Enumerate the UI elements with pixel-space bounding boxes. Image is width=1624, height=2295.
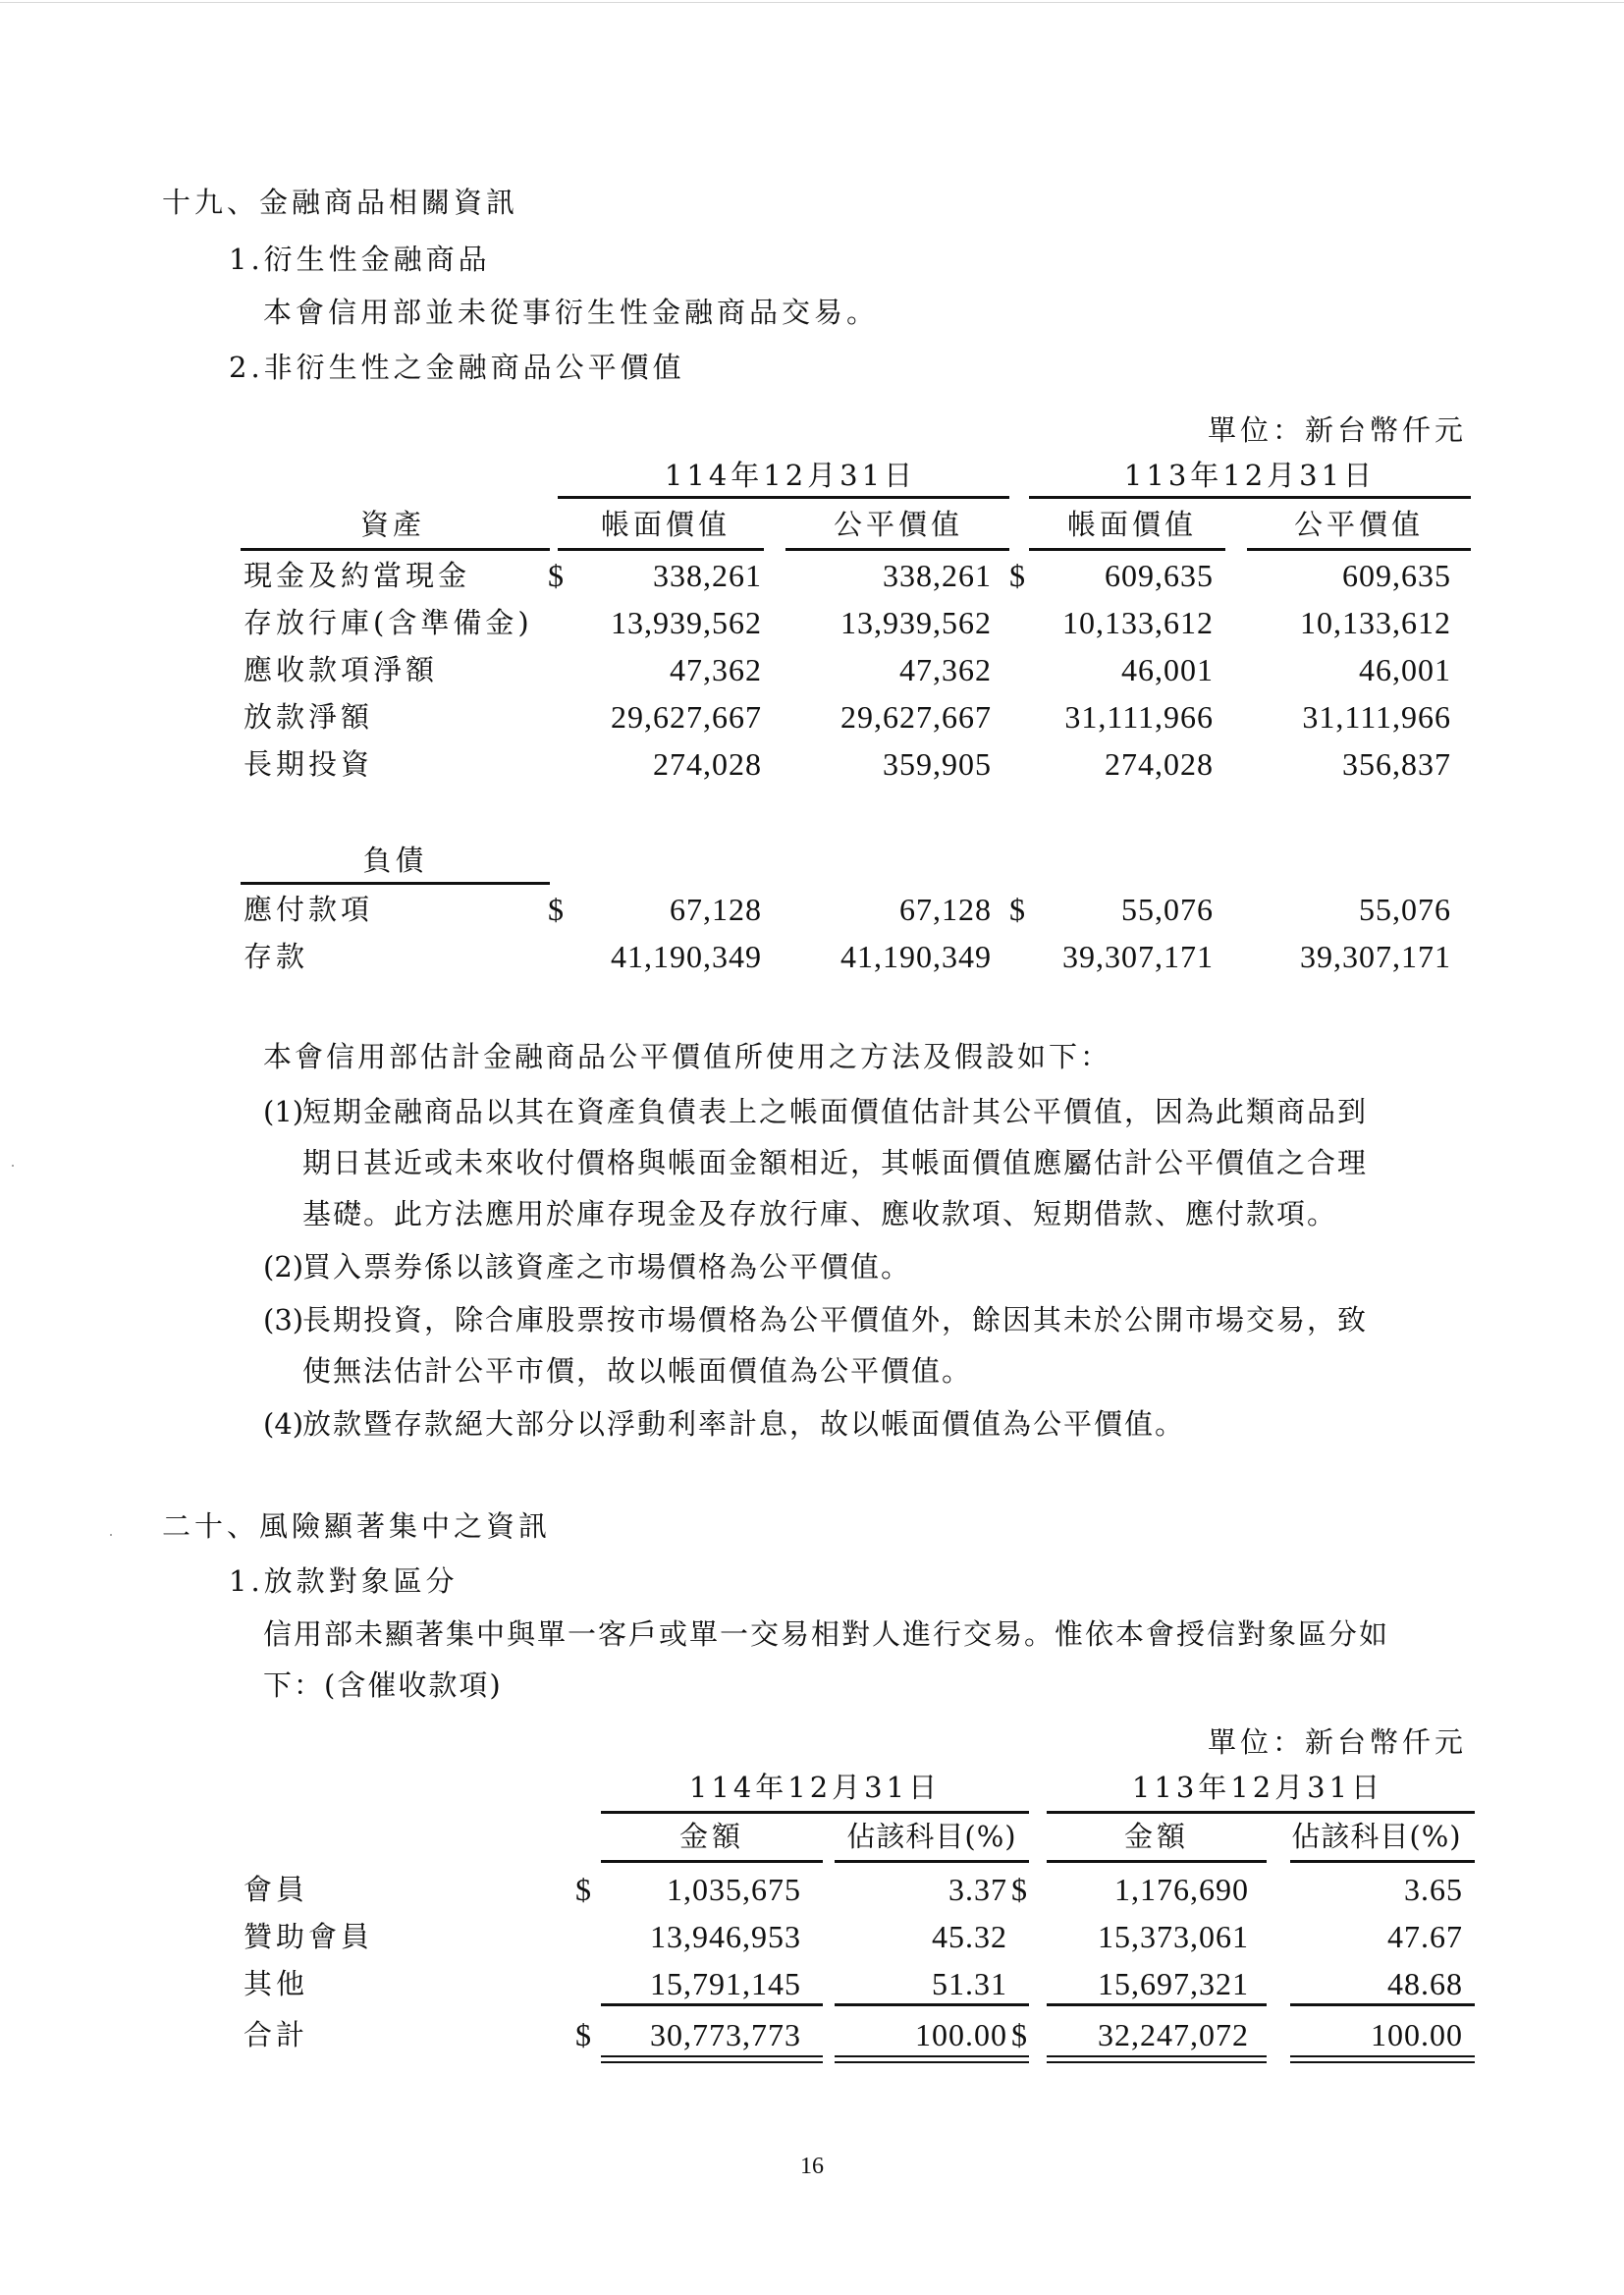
row-label: 存放行庫(含準備金)	[244, 606, 533, 639]
scan-edge	[0, 2, 1624, 3]
double-underline	[1290, 2055, 1475, 2057]
cell-value: 3.37	[948, 1872, 1007, 1907]
header-underline	[785, 548, 1009, 551]
dollar-sign: $	[548, 892, 564, 927]
header-underline	[241, 548, 550, 551]
double-underline	[1047, 2061, 1267, 2063]
dollar-sign: $	[575, 2017, 591, 2052]
double-underline	[601, 2061, 823, 2063]
cell-value: 47,362	[899, 652, 992, 687]
subtotal-underline	[1047, 2003, 1267, 2006]
cell-value: 32,247,072	[1098, 2017, 1249, 2052]
scan-speck	[110, 1534, 112, 1536]
sub-heading-loan-classification: 1.放款對象區分	[229, 1564, 459, 1598]
assets-header: 資產	[359, 508, 425, 541]
cell-value: 100.00	[915, 2017, 1007, 2052]
cell-value: 51.31	[932, 1966, 1007, 2001]
period-underline	[558, 496, 1009, 499]
dollar-sign: $	[548, 558, 564, 593]
method-line: 使無法估計公平市價，故以帳面價值為公平價值。	[302, 1354, 973, 1388]
period-header: 113年12月31日	[1131, 1771, 1384, 1804]
double-underline	[1047, 2055, 1267, 2057]
cell-value: 55,076	[1359, 892, 1451, 927]
cell-value: 3.65	[1404, 1872, 1463, 1907]
cell-value: 13,946,953	[650, 1919, 801, 1954]
subtotal-underline	[835, 2003, 1029, 2006]
column-header: 帳面價值	[1066, 508, 1197, 541]
method-marker: (1)	[263, 1095, 304, 1128]
row-label: 應付款項	[244, 893, 374, 926]
column-header: 帳面價值	[600, 508, 731, 541]
cell-value: 41,190,349	[840, 939, 992, 974]
double-underline	[601, 2055, 823, 2057]
cell-value: 15,373,061	[1098, 1919, 1249, 1954]
method-line: 期日甚近或未來收付價格與帳面金額相近，其帳面價值應屬估計公平價值之合理	[302, 1146, 1369, 1179]
header-underline	[558, 548, 764, 551]
concentration-text-line: 信用部未顯著集中與單一客戶或單一交易相對人進行交易。惟依本會授信對象區分如	[263, 1617, 1390, 1651]
subtotal-underline	[601, 2003, 823, 2006]
cell-value: 15,697,321	[1098, 1966, 1249, 2001]
cell-value: 29,627,667	[611, 699, 762, 735]
row-label: 合計	[244, 2018, 309, 2051]
cell-value: 100.00	[1371, 2017, 1463, 2052]
row-label: 應收款項淨額	[244, 653, 439, 686]
unit-label: 單位：新台幣仟元	[1207, 413, 1467, 447]
double-underline	[835, 2055, 1029, 2057]
concentration-text-line: 下：(含催收款項)	[263, 1668, 503, 1702]
cell-value: 10,133,612	[1062, 605, 1214, 640]
section-19-heading: 十九、金融商品相關資訊	[162, 186, 519, 219]
liabilities-header: 負債	[362, 844, 428, 877]
cell-value: 274,028	[653, 746, 762, 782]
period-header: 113年12月31日	[1123, 459, 1377, 492]
header-underline	[1029, 548, 1225, 551]
method-marker: (4)	[263, 1407, 304, 1441]
scan-speck	[12, 1165, 14, 1167]
cell-value: 31,111,966	[1302, 699, 1451, 735]
header-underline	[1047, 1860, 1267, 1863]
method-line: 放款暨存款絕大部分以浮動利率計息，故以帳面價值為公平價值。	[302, 1407, 1186, 1441]
column-header: 金額	[678, 1820, 744, 1853]
cell-value: 48.68	[1387, 1966, 1463, 2001]
row-label: 贊助會員	[244, 1920, 374, 1953]
row-label: 存款	[244, 940, 309, 973]
dollar-sign: $	[1011, 1872, 1027, 1907]
cell-value: 46,001	[1359, 652, 1451, 687]
column-header: 公平價值	[1293, 508, 1424, 541]
cell-value: 10,133,612	[1300, 605, 1451, 640]
method-marker: (3)	[263, 1303, 304, 1337]
cell-value: 609,635	[1342, 558, 1451, 593]
method-line: 短期金融商品以其在資產負債表上之帳面價值估計其公平價值，因為此類商品到	[302, 1095, 1369, 1128]
double-underline	[835, 2061, 1029, 2063]
cell-value: 47.67	[1387, 1919, 1463, 1954]
section-20-heading: 二十、風險顯著集中之資訊	[162, 1509, 552, 1543]
header-underline	[1247, 548, 1471, 551]
subtotal-underline	[1290, 2003, 1475, 2006]
cell-value: 359,905	[883, 746, 992, 782]
cell-value: 29,627,667	[840, 699, 992, 735]
period-underline	[1029, 496, 1471, 499]
cell-value: 13,939,562	[611, 605, 762, 640]
cell-value: 39,307,171	[1300, 939, 1451, 974]
cell-value: 15,791,145	[650, 1966, 801, 2001]
method-marker: (2)	[263, 1250, 304, 1284]
dollar-sign: $	[575, 1872, 591, 1907]
unit-label: 單位：新台幣仟元	[1207, 1725, 1467, 1759]
dollar-sign: $	[1011, 2017, 1027, 2052]
cell-value: 67,128	[670, 892, 762, 927]
dollar-sign: $	[1009, 558, 1025, 593]
sub-heading-non-derivatives: 2.非衍生性之金融商品公平價值	[229, 351, 685, 384]
method-line: 基礎。此方法應用於庫存現金及存放行庫、應收款項、短期借款、應付款項。	[302, 1197, 1338, 1230]
column-header: 金額	[1123, 1820, 1189, 1853]
period-underline	[1047, 1811, 1475, 1814]
cell-value: 338,261	[653, 558, 762, 593]
cell-value: 31,111,966	[1064, 699, 1214, 735]
cell-value: 47,362	[670, 652, 762, 687]
cell-value: 356,837	[1342, 746, 1451, 782]
cell-value: 67,128	[899, 892, 992, 927]
row-label: 長期投資	[244, 747, 374, 781]
header-underline	[1290, 1860, 1475, 1863]
column-header: 公平價值	[833, 508, 963, 541]
header-underline	[601, 1860, 823, 1863]
row-label: 會員	[244, 1873, 309, 1906]
period-underline	[601, 1811, 1029, 1814]
cell-value: 45.32	[932, 1919, 1007, 1954]
cell-value: 39,307,171	[1062, 939, 1214, 974]
cell-value: 55,076	[1121, 892, 1214, 927]
row-label: 其他	[244, 1967, 309, 2000]
period-header: 114年12月31日	[688, 1771, 942, 1804]
derivatives-text: 本會信用部並未從事衍生性金融商品交易。	[263, 296, 880, 329]
cell-value: 274,028	[1105, 746, 1214, 782]
cell-value: 338,261	[883, 558, 992, 593]
double-underline	[1290, 2061, 1475, 2063]
sub-heading-derivatives: 1.衍生性金融商品	[229, 243, 491, 276]
cell-value: 13,939,562	[840, 605, 992, 640]
period-header: 114年12月31日	[664, 459, 917, 492]
header-underline	[835, 1860, 1029, 1863]
cell-value: 46,001	[1121, 652, 1214, 687]
cell-value: 1,035,675	[667, 1872, 801, 1907]
column-header: 佔該科目(%)	[846, 1820, 1017, 1853]
methods-intro: 本會信用部估計金融商品公平價值所使用之方法及假設如下：	[263, 1040, 1112, 1073]
method-line: 買入票券係以該資產之市場價格為公平價值。	[302, 1250, 912, 1284]
cell-value: 41,190,349	[611, 939, 762, 974]
cell-value: 609,635	[1105, 558, 1214, 593]
cell-value: 30,773,773	[650, 2017, 801, 2052]
row-label: 現金及約當現金	[244, 559, 471, 592]
method-line: 長期投資，除合庫股票按市場價格為公平價值外，餘因其未於公開市場交易，致	[302, 1303, 1369, 1337]
header-underline	[241, 882, 550, 885]
dollar-sign: $	[1009, 892, 1025, 927]
row-label: 放款淨額	[244, 700, 374, 734]
cell-value: 1,176,690	[1114, 1872, 1249, 1907]
page-number: 16	[800, 2154, 824, 2179]
column-header: 佔該科目(%)	[1291, 1820, 1462, 1853]
